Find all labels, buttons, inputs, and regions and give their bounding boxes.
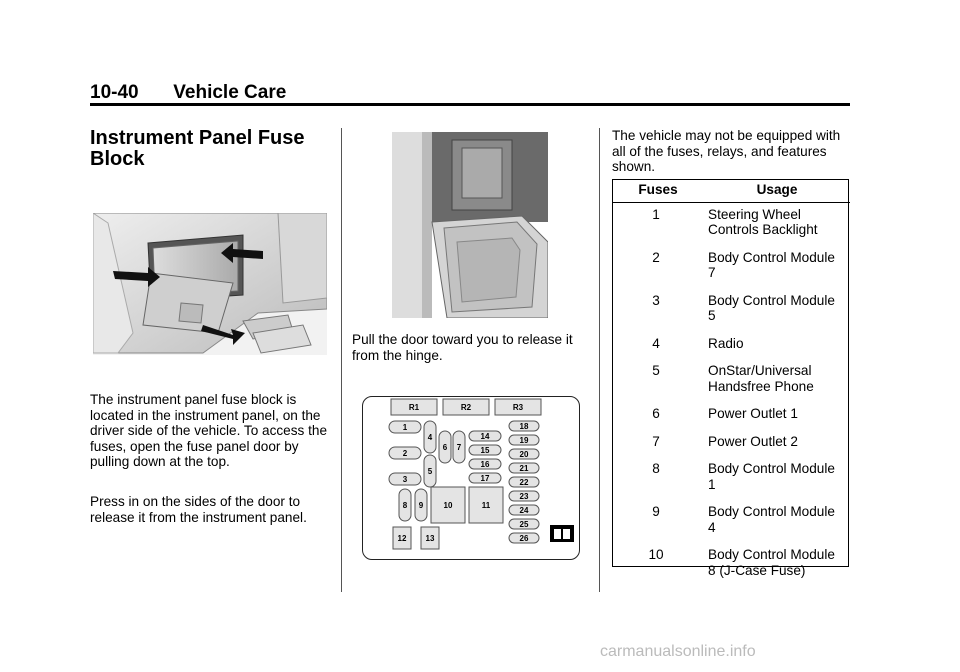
fuse-23: 23: [519, 492, 529, 501]
fuse-2: 2: [402, 449, 408, 458]
fuse-9: 9: [418, 501, 424, 510]
fuse-18: 18: [519, 422, 529, 431]
fuse-number: 2: [652, 249, 660, 265]
fuse-24: 24: [519, 506, 529, 515]
table-row: [612, 202, 850, 246]
fuse-4: 4: [427, 433, 433, 442]
fuse-11: 11: [481, 501, 491, 510]
fuse-6: 6: [442, 443, 448, 452]
fuse-number: 1: [652, 206, 660, 222]
fuse-usage: Radio: [708, 335, 744, 351]
fuse-usage: Steering Wheel Controls Backlight: [708, 206, 818, 237]
fuse-usage-table: [612, 179, 850, 586]
table-row: [612, 246, 850, 289]
paragraph-location: The instrument panel fuse block is located in the instrument panel, on the driver side of the vehicle. To access the fuses, open the fuse panel door by pulling down at the top.: [90, 392, 328, 469]
fuse-25: 25: [519, 520, 529, 529]
relay-R3: R3: [512, 403, 524, 412]
fuse-number: 3: [652, 292, 660, 308]
owners-manual-icon: [550, 525, 574, 542]
table-row: [612, 289, 850, 332]
table-row: [612, 359, 850, 402]
fuse-door-figure: [93, 213, 327, 355]
fuse-7: 7: [456, 443, 462, 452]
paragraph-intro: The vehicle may not be equipped with all of the fuses, relays, and features shown.: [612, 128, 841, 174]
fuse-12: 12: [397, 534, 407, 543]
fuse-13: 13: [425, 534, 435, 543]
header-rule: [90, 103, 850, 106]
column-divider-2: [599, 128, 600, 592]
fuse-14: 14: [480, 432, 490, 441]
fuse-10: 10: [443, 501, 453, 510]
right-fuse-column: [509, 421, 539, 543]
fuse-26: 26: [519, 534, 529, 543]
fuse-1: 1: [402, 423, 408, 432]
fuse-21: 21: [519, 464, 529, 473]
fuse-usage: Body Control Module 1: [708, 461, 835, 492]
section-title: Vehicle Care: [173, 82, 287, 103]
fuse-8: 8: [402, 501, 408, 510]
fuse-number: 7: [652, 433, 660, 449]
fuse-15: 15: [480, 446, 490, 455]
fuse-block-diagram: [362, 396, 580, 560]
paragraph-door-hinge: Pull the door toward you to release it from the hinge.: [352, 332, 573, 363]
page-number: 10-40: [90, 82, 139, 103]
fuse-usage: Power Outlet 2: [708, 433, 798, 449]
fuse-usage: Power Outlet 1: [708, 406, 798, 421]
relay-R1: R1: [408, 403, 420, 412]
fuse-usage: Body Control Module 4: [708, 504, 835, 535]
table-row: [612, 457, 850, 500]
fuse-usage: Body Control Module 8 (J-Case Fuse): [708, 547, 835, 578]
table-header-fuses: Fuses: [612, 179, 704, 202]
section-heading: Instrument Panel Fuse Block: [90, 127, 305, 170]
table-row: [612, 332, 850, 360]
page-header: [90, 82, 286, 104]
fuse-number: 8: [652, 461, 660, 476]
watermark-footer: carmanualsonline.info: [600, 643, 756, 660]
fuse-20: 20: [519, 450, 529, 459]
paragraph-release: Press in on the sides of the door to release it from the instrument panel.: [90, 494, 307, 525]
fuse-17: 17: [480, 474, 490, 483]
fuse-number: 9: [652, 504, 660, 519]
fuse-usage: Body Control Module 7: [708, 249, 835, 280]
fuse-19: 19: [519, 436, 529, 445]
table-row: [612, 430, 850, 458]
table-row: [612, 402, 850, 430]
fuse-number: 5: [652, 363, 660, 378]
table-row: [612, 543, 850, 586]
column-divider-1: [341, 128, 342, 592]
relay-R2: R2: [460, 403, 472, 412]
fuse-number: 6: [652, 406, 660, 421]
fuse-22: 22: [519, 478, 529, 487]
fuse-16: 16: [480, 460, 490, 469]
fuse-number: 10: [648, 547, 664, 562]
table-header-usage: Usage: [704, 179, 850, 202]
table-row: [612, 500, 850, 543]
fuse-5: 5: [427, 467, 433, 476]
fuse-3: 3: [402, 475, 408, 484]
fuse-number: 4: [652, 335, 660, 351]
fuse-panel-photo: [392, 132, 548, 318]
fuse-usage: Body Control Module 5: [708, 292, 835, 323]
fuse-usage: OnStar/Universal Handsfree Phone: [708, 363, 814, 394]
